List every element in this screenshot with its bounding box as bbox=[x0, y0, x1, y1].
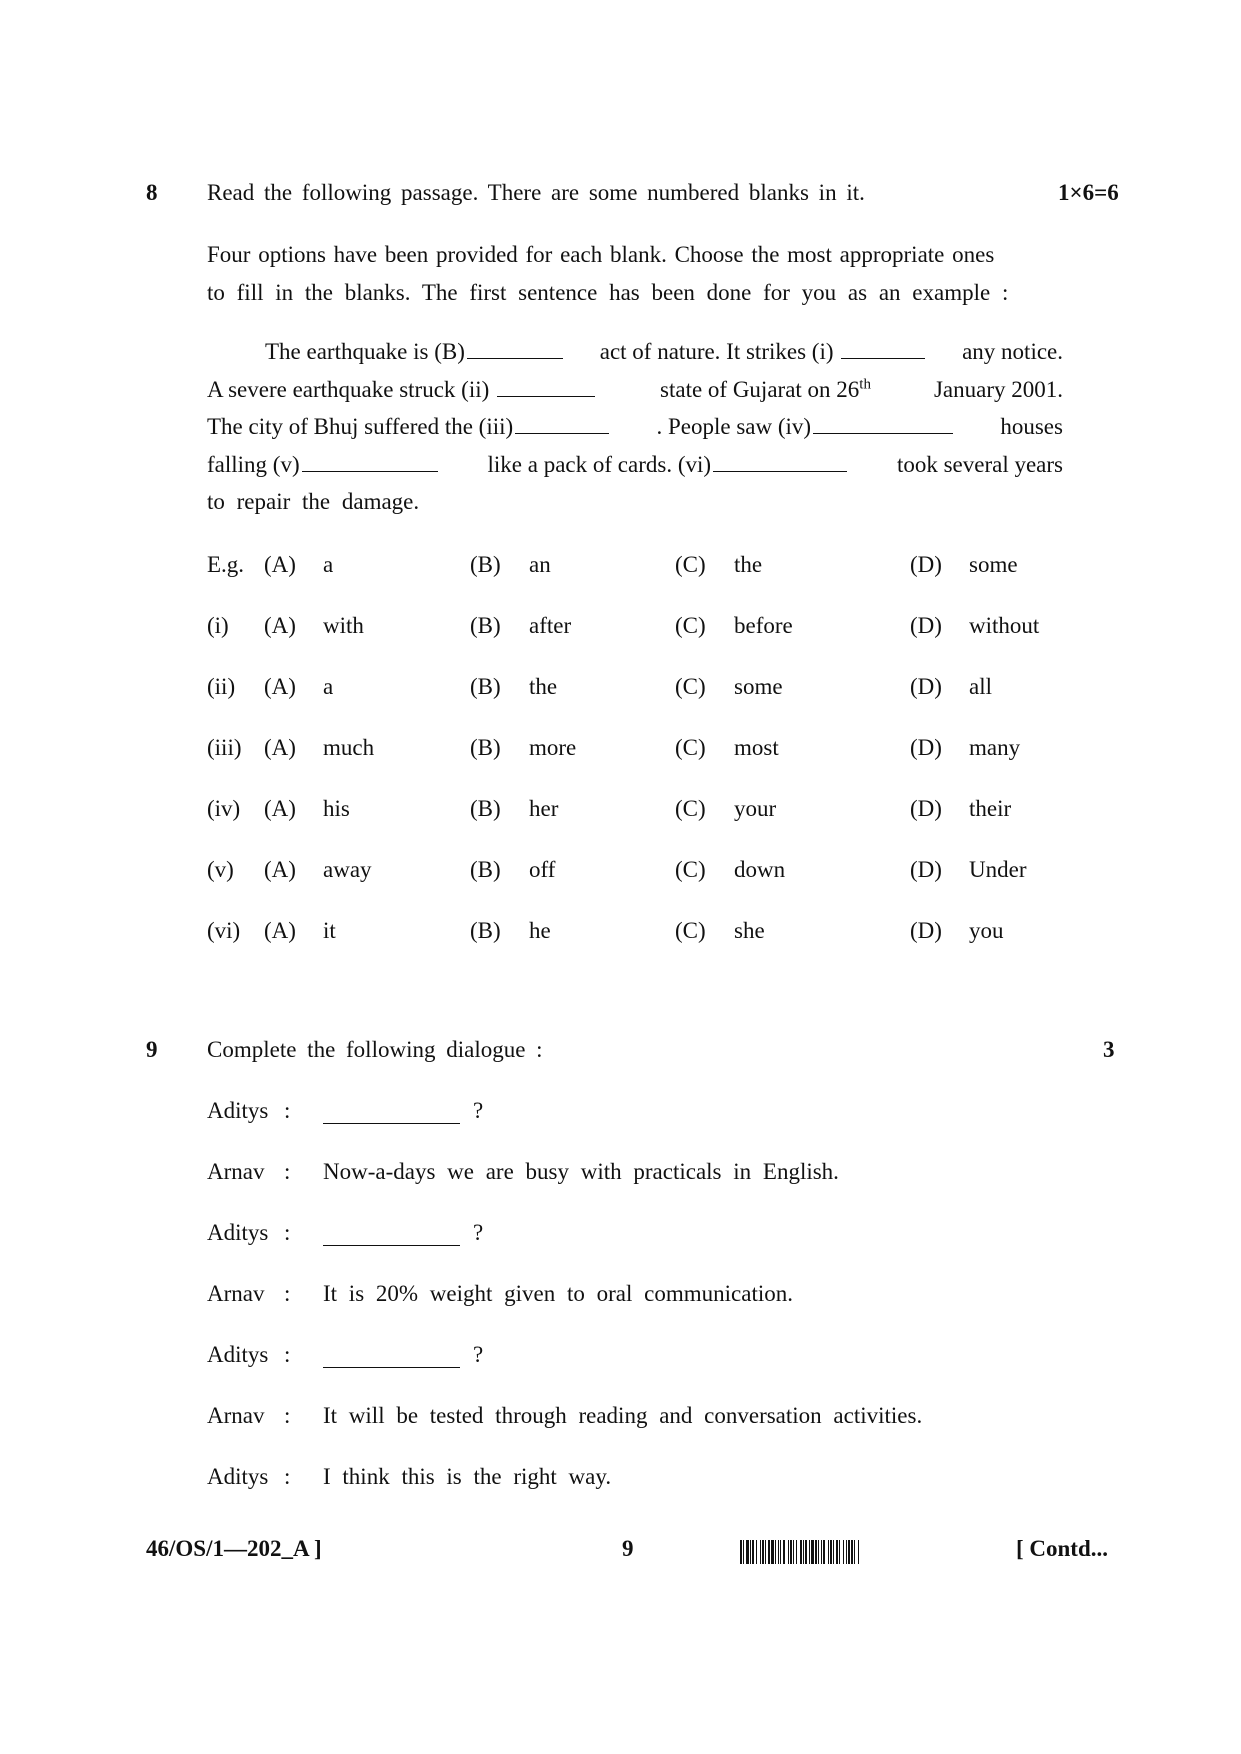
passage-text: . People saw (iv) bbox=[656, 414, 812, 439]
option-c-text: down bbox=[734, 857, 786, 882]
blank-i bbox=[841, 357, 925, 359]
dialogue-colon: : bbox=[284, 1159, 291, 1184]
option-c-label: (C) bbox=[675, 552, 706, 577]
dialogue-speaker: Arnav bbox=[207, 1159, 265, 1184]
option-a-text: his bbox=[323, 796, 350, 821]
option-c-label: (C) bbox=[675, 857, 706, 882]
blank-b bbox=[467, 357, 563, 359]
dialogue-speaker: Aditys bbox=[207, 1098, 269, 1123]
passage-line-5: to repair the damage. bbox=[207, 489, 420, 514]
option-a-label: (A) bbox=[264, 918, 296, 943]
option-c-text: your bbox=[734, 796, 777, 821]
blank-vi bbox=[713, 470, 847, 472]
option-d-text: all bbox=[969, 674, 992, 699]
option-a-label: (A) bbox=[264, 613, 296, 638]
dialogue-speaker: Aditys bbox=[207, 1342, 269, 1367]
option-a-label: (A) bbox=[264, 796, 296, 821]
passage-text: state of Gujarat on 26 bbox=[660, 376, 860, 402]
option-b-text: more bbox=[529, 735, 577, 760]
option-d-label: (D) bbox=[910, 796, 942, 821]
option-a-text: with bbox=[323, 613, 364, 638]
passage-line-4 bbox=[207, 446, 1063, 484]
option-d-label: (D) bbox=[910, 918, 942, 943]
instructions-line-1: Four options have been provided for each blank. Choose the most appropriate ones bbox=[207, 242, 995, 267]
option-d-text: Under bbox=[969, 857, 1027, 882]
option-a-label: (A) bbox=[264, 674, 296, 699]
superscript-th: th bbox=[859, 375, 871, 392]
question-9-number: 9 bbox=[146, 1037, 158, 1062]
barcode-bar bbox=[859, 1540, 861, 1564]
dialogue-text: It will be tested through reading and conversation activities. bbox=[323, 1403, 923, 1428]
option-a-label: (A) bbox=[264, 552, 296, 577]
option-b-text: after bbox=[529, 613, 572, 638]
option-c-text: the bbox=[734, 552, 763, 577]
passage-text: like a pack of cards. (vi) bbox=[487, 451, 712, 477]
option-d-label: (D) bbox=[910, 857, 942, 882]
question-9-intro: Complete the following dialogue : bbox=[207, 1037, 543, 1062]
option-d-label: (D) bbox=[910, 613, 942, 638]
option-b-label: (B) bbox=[470, 674, 501, 699]
blank-ii bbox=[497, 395, 595, 397]
option-a-label: (A) bbox=[264, 735, 296, 760]
passage-text: act of nature. It strikes (i) bbox=[599, 339, 834, 364]
dialogue-colon: : bbox=[284, 1220, 291, 1245]
option-c-text: some bbox=[734, 674, 783, 699]
option-a-text: much bbox=[323, 735, 375, 760]
option-d-text: some bbox=[969, 552, 1018, 577]
option-d-text: many bbox=[969, 735, 1021, 760]
dialogue-colon: : bbox=[284, 1464, 291, 1489]
option-b-label: (B) bbox=[470, 918, 501, 943]
option-c-label: (C) bbox=[675, 796, 706, 821]
dialogue-colon: : bbox=[284, 1342, 291, 1367]
option-b-label: (B) bbox=[470, 857, 501, 882]
passage-line-1 bbox=[207, 333, 1063, 371]
option-row-label: (ii) bbox=[207, 674, 236, 699]
question-8-instructions bbox=[207, 236, 1063, 311]
dialogue-speaker: Aditys bbox=[207, 1220, 269, 1245]
passage bbox=[207, 333, 1063, 521]
option-c-text: she bbox=[734, 918, 765, 943]
option-c-text: most bbox=[734, 735, 779, 760]
passage-text: January 2001. bbox=[933, 376, 1063, 402]
option-row-label: E.g. bbox=[207, 552, 245, 577]
option-a-label: (A) bbox=[264, 857, 296, 882]
question-9-marks: 3 bbox=[1103, 1037, 1115, 1062]
passage-line-3 bbox=[207, 408, 1063, 446]
option-c-text: before bbox=[734, 613, 793, 638]
option-b-text: her bbox=[529, 796, 559, 821]
option-b-text: the bbox=[529, 674, 558, 699]
option-c-label: (C) bbox=[675, 674, 706, 699]
instructions-line-2: to fill in the blanks. The first sentence has been done for you as an example : bbox=[207, 279, 1009, 305]
option-b-label: (B) bbox=[470, 552, 501, 577]
option-row-label: (iii) bbox=[207, 735, 242, 760]
dialogue-text: It is 20% weight given to oral communication. bbox=[323, 1281, 793, 1306]
dialogue-question-mark: ? bbox=[473, 1098, 484, 1123]
dialogue-blank bbox=[323, 1123, 460, 1124]
passage-text: any notice. bbox=[962, 339, 1063, 364]
dialogue-question-mark: ? bbox=[473, 1220, 484, 1245]
paper-code: 46/OS/1—202_A ] bbox=[146, 1536, 322, 1561]
option-b-text: he bbox=[529, 918, 551, 943]
option-b-label: (B) bbox=[470, 796, 501, 821]
page-number: 9 bbox=[622, 1536, 634, 1561]
option-row-label: (iv) bbox=[207, 796, 241, 821]
option-d-text: their bbox=[969, 796, 1012, 821]
option-d-label: (D) bbox=[910, 735, 942, 760]
option-a-text: a bbox=[323, 674, 334, 699]
question-8-number: 8 bbox=[146, 180, 158, 205]
option-a-text: a bbox=[323, 552, 334, 577]
dialogue-colon: : bbox=[284, 1281, 291, 1306]
option-b-text: an bbox=[529, 552, 551, 577]
option-a-text: away bbox=[323, 857, 372, 882]
question-8-marks: 1×6=6 bbox=[1058, 180, 1119, 205]
dialogue-colon: : bbox=[284, 1098, 291, 1123]
option-d-text: you bbox=[969, 918, 1004, 943]
option-d-label: (D) bbox=[910, 552, 942, 577]
option-d-text: without bbox=[969, 613, 1040, 638]
dialogue-speaker: Arnav bbox=[207, 1403, 265, 1428]
option-row-label: (vi) bbox=[207, 918, 241, 943]
question-8-intro: Read the following passage. There are some numbered blanks in it. bbox=[207, 180, 865, 205]
dialogue-text: Now-a-days we are busy with practicals in English. bbox=[323, 1159, 839, 1184]
passage-text: A severe earthquake struck (ii) bbox=[207, 376, 490, 402]
passage-text: houses bbox=[1000, 414, 1063, 439]
contd-label: [ Contd... bbox=[1016, 1536, 1109, 1561]
option-b-label: (B) bbox=[470, 613, 501, 638]
dialogue-question-mark: ? bbox=[473, 1342, 484, 1367]
passage-text: took several years bbox=[896, 451, 1063, 477]
passage-text: The city of Bhuj suffered the (iii) bbox=[207, 414, 514, 439]
dialogue-blank bbox=[323, 1367, 460, 1368]
barcode bbox=[740, 1540, 1008, 1564]
option-c-label: (C) bbox=[675, 613, 706, 638]
option-c-label: (C) bbox=[675, 735, 706, 760]
passage-text: The earthquake is (B) bbox=[265, 339, 465, 364]
blank-v bbox=[302, 470, 438, 472]
option-row-label: (v) bbox=[207, 857, 234, 882]
option-d-label: (D) bbox=[910, 674, 942, 699]
passage-line-2 bbox=[207, 371, 1063, 409]
dialogue-colon: : bbox=[284, 1403, 291, 1428]
option-b-text: off bbox=[529, 857, 556, 882]
dialogue-text: I think this is the right way. bbox=[323, 1464, 612, 1489]
option-c-label: (C) bbox=[675, 918, 706, 943]
dialogue-speaker: Aditys bbox=[207, 1464, 269, 1489]
passage-text: falling (v) bbox=[207, 451, 300, 477]
blank-iii bbox=[515, 432, 609, 434]
option-row-label: (i) bbox=[207, 613, 229, 638]
dialogue-blank bbox=[323, 1245, 460, 1246]
option-a-text: it bbox=[323, 918, 336, 943]
dialogue-speaker: Arnav bbox=[207, 1281, 265, 1306]
blank-iv bbox=[813, 432, 953, 434]
option-b-label: (B) bbox=[470, 735, 501, 760]
